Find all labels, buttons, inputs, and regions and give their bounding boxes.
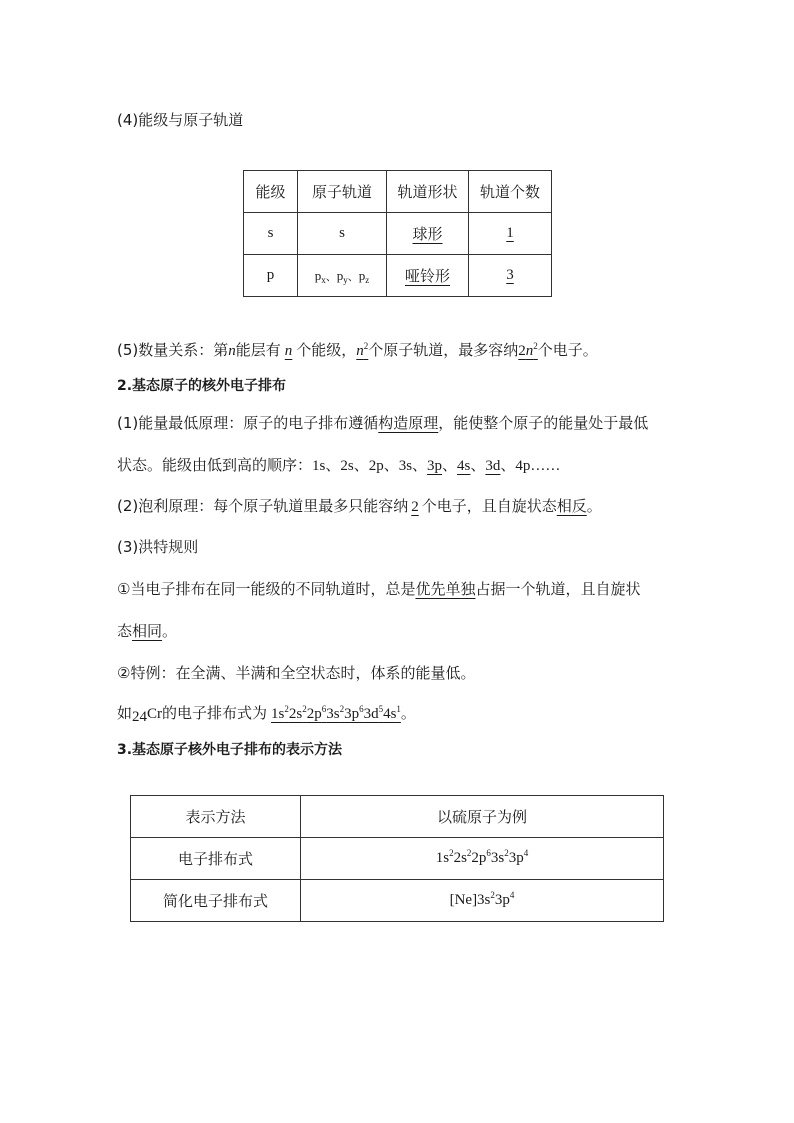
var-n: n (228, 343, 236, 359)
electron-count: 4 (523, 848, 529, 858)
superscript: 2 (533, 341, 538, 351)
shape-value: 哑铃形 (404, 267, 450, 285)
separator: 、 (347, 269, 359, 283)
orbital-term: 2p (306, 706, 322, 722)
text: ①当电子排布在同一能级的不同轨道时，总是 (117, 580, 416, 598)
paragraph-3-2: ②特例：在全满、半满和全空状态时，体系的能量低。 (117, 664, 476, 682)
subscript: x (321, 274, 326, 285)
paragraph-2 (117, 496, 602, 517)
header-cell: 轨道个数 (469, 171, 552, 213)
text: (2)泡利原理：每个原子轨道里最多只能容纳 (117, 497, 409, 515)
count-cell (469, 255, 552, 297)
electron-count: 1 (396, 704, 401, 714)
text: (1)能量最低原理：原子的电子排布遵循 (117, 414, 379, 432)
electron-count: 6 (359, 704, 364, 714)
text: 如 (117, 704, 133, 722)
text: 个电子，且自旋状态 (421, 497, 557, 515)
heading-4: (4)能级与原子轨道 (117, 111, 244, 129)
orbital-term: 2s (288, 706, 303, 722)
shape-cell (387, 213, 469, 255)
electron-count: 2 (284, 704, 289, 714)
orbital-term: 1s (271, 706, 285, 722)
element-symbol: Cr (147, 706, 163, 722)
orbital-term: 3s (490, 850, 505, 866)
count-cell (469, 213, 552, 255)
electron-count: 2 (449, 848, 454, 858)
orbital-term: 2p (471, 850, 487, 866)
coef: 2 (518, 343, 526, 359)
orbital-cell (298, 255, 387, 297)
separator: 、 (325, 269, 337, 283)
orbital-term: 4s (383, 706, 397, 722)
section-2-title: 2.基态原子的核外电子排布 (117, 378, 287, 394)
orbital-term: 3d (363, 706, 379, 722)
n-squared (356, 343, 368, 359)
paragraph-1-line-2 (117, 455, 560, 476)
orbital-term: 3s (326, 706, 340, 722)
text: 的电子排布式为 (162, 704, 268, 722)
text: 占据一个轨道，且自旋状 (475, 580, 641, 598)
separator: 、 (470, 458, 486, 474)
text: 能层有 (235, 341, 281, 359)
electron-count: 4 (509, 890, 515, 900)
orbital-term: 3p (344, 706, 360, 722)
text: 个能级， (296, 341, 357, 359)
orbital-table (243, 170, 552, 297)
method-cell: 简化电子排布式 (131, 880, 301, 922)
text: 态 (117, 622, 133, 640)
orbital-term: 3p (508, 850, 524, 866)
underlined-term: 相反 (556, 497, 587, 515)
underlined-term: 优先单独 (415, 580, 476, 598)
table-row (244, 213, 552, 255)
orbital-px: p (314, 267, 322, 283)
var-n: n (284, 343, 293, 359)
table-header-row (244, 171, 552, 213)
table-row (131, 838, 664, 880)
count-value: 1 (506, 225, 514, 241)
example-line (117, 703, 416, 724)
text: 。 (586, 497, 602, 515)
level-cell: s (244, 213, 298, 255)
header-cell: 以硫原子为例 (301, 796, 664, 838)
text: 。 (162, 622, 178, 640)
header-cell: 能级 (244, 171, 298, 213)
orbital-term: [Ne]3s (449, 892, 491, 908)
electron-count: 6 (486, 848, 491, 858)
table-row (244, 255, 552, 297)
orbital-pz: p (358, 267, 366, 283)
method-cell: 电子排布式 (131, 838, 301, 880)
shape-cell (387, 255, 469, 297)
header-cell: 轨道形状 (387, 171, 469, 213)
underlined-term: 4s (457, 458, 471, 474)
ellipsis (530, 458, 560, 474)
superscript: 2 (363, 341, 369, 351)
text: (5)数量关系：第 (117, 341, 229, 359)
header-cell: 原子轨道 (298, 171, 387, 213)
paragraph-5 (117, 340, 598, 361)
text: 个电子。 (537, 341, 598, 359)
electron-count: 2 (504, 848, 509, 858)
text: 。 (400, 704, 416, 722)
table-header-row (131, 796, 664, 838)
header-cell: 表示方法 (131, 796, 301, 838)
notation-table (130, 795, 664, 922)
example-cell (301, 880, 664, 922)
shape-value: 球形 (412, 225, 443, 243)
level-cell: p (244, 255, 298, 297)
subscript: z (365, 274, 370, 285)
sequence: 1s、2s、2p、3s、 (312, 458, 428, 474)
underlined-term: 2 (411, 499, 419, 515)
underlined-term: 相同 (132, 622, 163, 640)
section-3-title: 3.基态原子核外电子排布的表示方法 (117, 742, 343, 758)
paragraph-3-1 (117, 579, 640, 599)
ellipsis-char: … (530, 458, 546, 474)
orbital-term: 1s (435, 850, 450, 866)
var-n: n (525, 343, 534, 359)
underlined-term: 构造原理 (378, 414, 439, 432)
electron-count: 2 (466, 848, 472, 858)
electron-count: 2 (302, 704, 307, 714)
electron-count: 2 (490, 890, 495, 900)
var-n: n (356, 343, 364, 359)
text: ，能使整个原子的能量处于最低 (438, 414, 649, 432)
atomic-number: 24 (132, 709, 148, 725)
separator: 、 (442, 458, 458, 474)
sequence: 、4p (500, 458, 531, 474)
subscript: y (343, 274, 348, 285)
example-cell (301, 838, 664, 880)
electron-count: 5 (378, 704, 384, 714)
text: 状态。能级由低到高的顺序： (117, 456, 313, 474)
electron-count: 6 (321, 704, 327, 714)
underlined-term: 3d (485, 458, 501, 474)
electron-config (271, 706, 401, 722)
orbital-cell: s (298, 213, 387, 255)
count-value: 3 (506, 267, 514, 283)
paragraph-3-title: (3)洪特规则 (117, 538, 199, 556)
paragraph-3-1-line-2 (117, 621, 177, 641)
orbital-term: 2s (453, 850, 467, 866)
paragraph-1 (117, 413, 648, 433)
orbital-py: p (336, 267, 344, 283)
orbital-term: 3p (494, 892, 510, 908)
two-n-squared (518, 343, 538, 359)
ellipsis-char: … (545, 458, 561, 474)
electron-count: 2 (339, 704, 345, 714)
underlined-term: 3p (427, 458, 443, 474)
text: 个原子轨道，最多容纳 (368, 341, 519, 359)
table-row (131, 880, 664, 922)
